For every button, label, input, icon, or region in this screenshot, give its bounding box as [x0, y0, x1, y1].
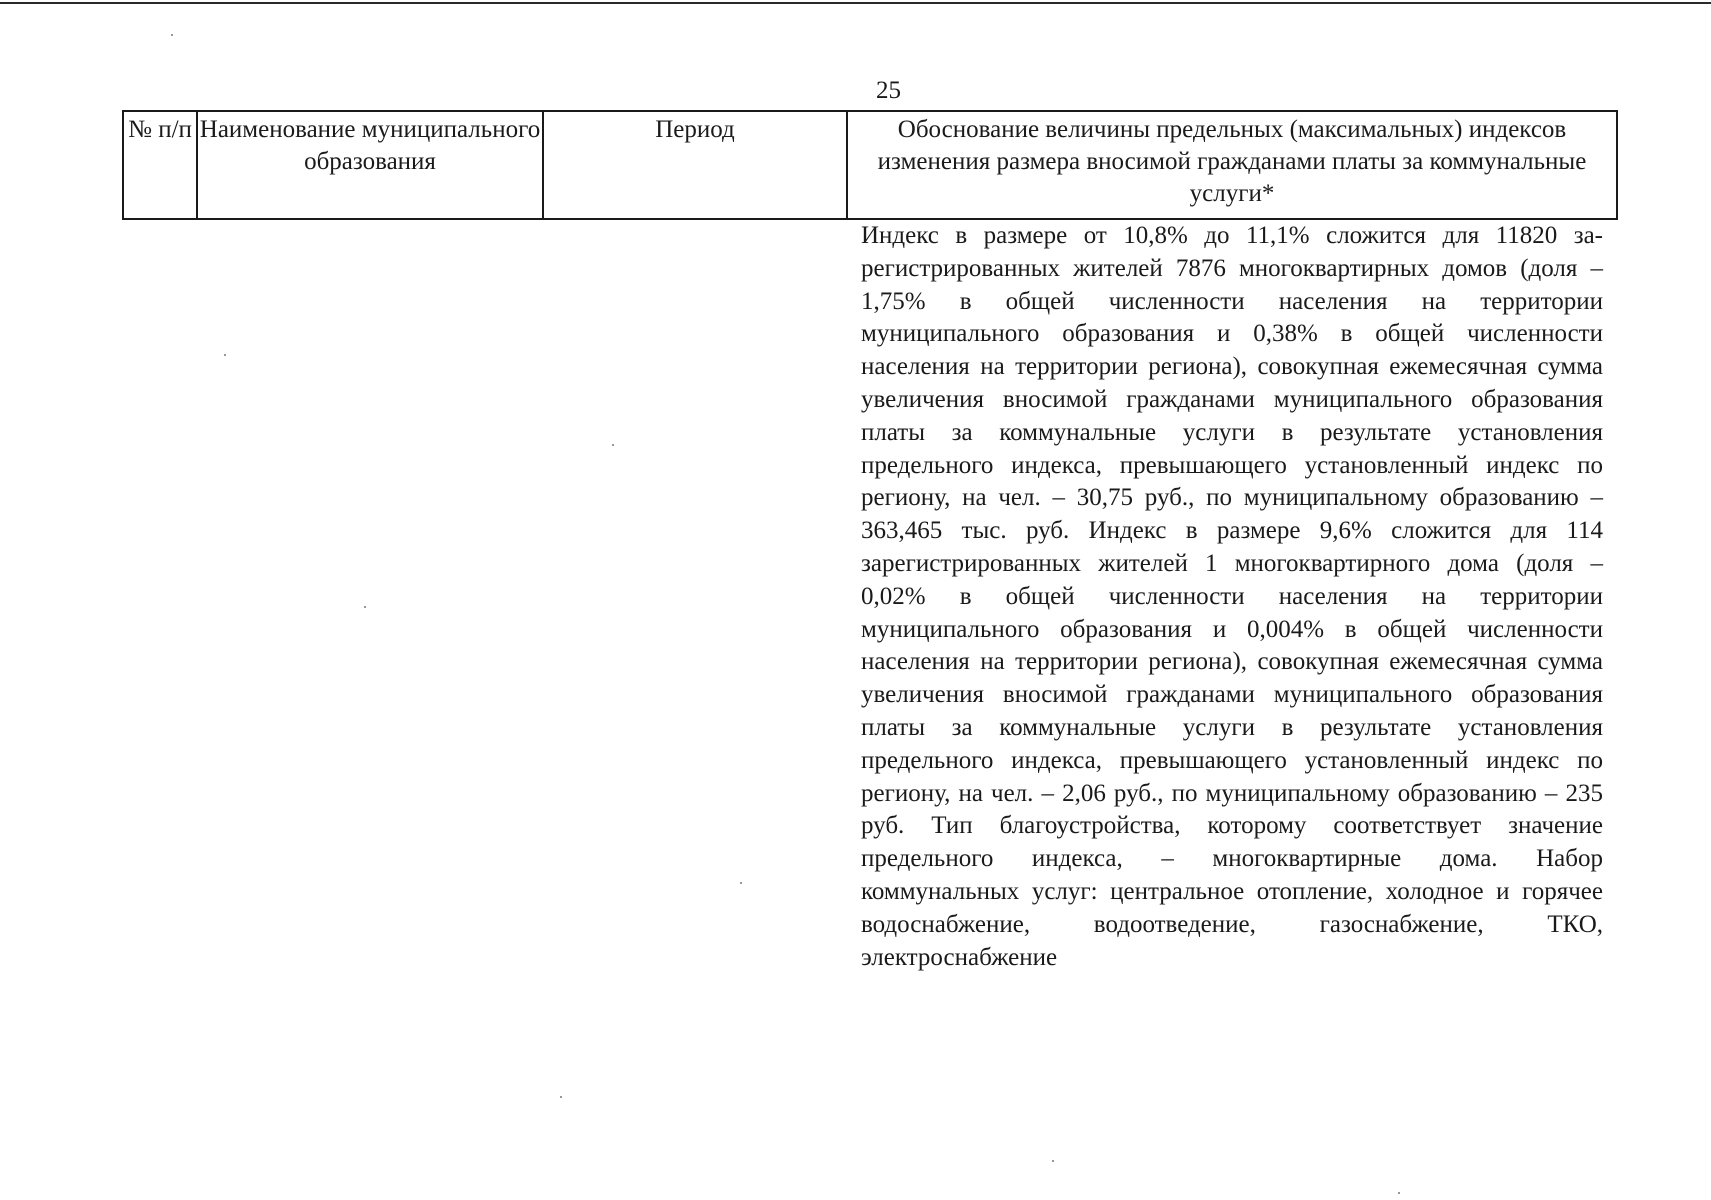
header-cell-municipality: Наименование муниципального образования	[198, 112, 544, 218]
scan-speck	[171, 34, 173, 36]
header-cell-justification: Обоснование величины предельных (максимальных) индексов изменения размера вносимой гражданами платы за коммунальные услуги*	[877, 116, 1587, 207]
scan-speck	[364, 606, 366, 608]
header-cell-number: № п/п	[124, 112, 198, 218]
scan-speck	[612, 444, 614, 446]
page-number: 25	[876, 77, 901, 104]
top-border-line	[0, 2, 1711, 4]
scan-speck	[1052, 1160, 1054, 1162]
scan-speck	[1398, 1192, 1400, 1194]
table-header	[122, 110, 1618, 220]
scan-speck	[560, 1096, 562, 1098]
header-cell-period: Период	[544, 112, 848, 218]
scan-speck	[224, 354, 226, 356]
scan-speck	[740, 882, 742, 884]
justification-text: Индекс в размере от 10,8% до 11,1% сложится для 11820 зарегистрированных жителей 7876 многоквартирных домов (доля – 1,75% в общей численности населения на территории муниципального образования и 0,38% в общей численности населения на территории региона), совокупная ежемесячная сумма увеличения вносимой гражданами муниципального образования платы за коммунальные услуги в результате установления предельного индекса, превышающего установленный индекс по региону, на чел. – 30,75 руб., по муниципальному образованию – 363,465 тыс. руб. Индекс в размере 9,6% сложится для 114 зарегистрированных жителей 1 многоквартирного дома (доля – 0,02% в общей численности населения на территории муниципального образования и 0,004% в общей численности населения на территории региона), совокупная ежемесячная сумма увеличения вносимой гражданами муниципального образования платы за коммунальные услуги в результате установления предельного индекса, превышающего установленный индекс по региону, на чел. – 2,06 руб., по муниципальному образованию – 235 руб. Тип благоустройства, которому соответствует значение предельного индекса, – многоквартирные дома. Набор коммунальных услуг: центральное отопление, холодное и горячее водоснабжение, водоотведение, газоснабжение, ТКО, электроснабжение	[861, 222, 1603, 971]
